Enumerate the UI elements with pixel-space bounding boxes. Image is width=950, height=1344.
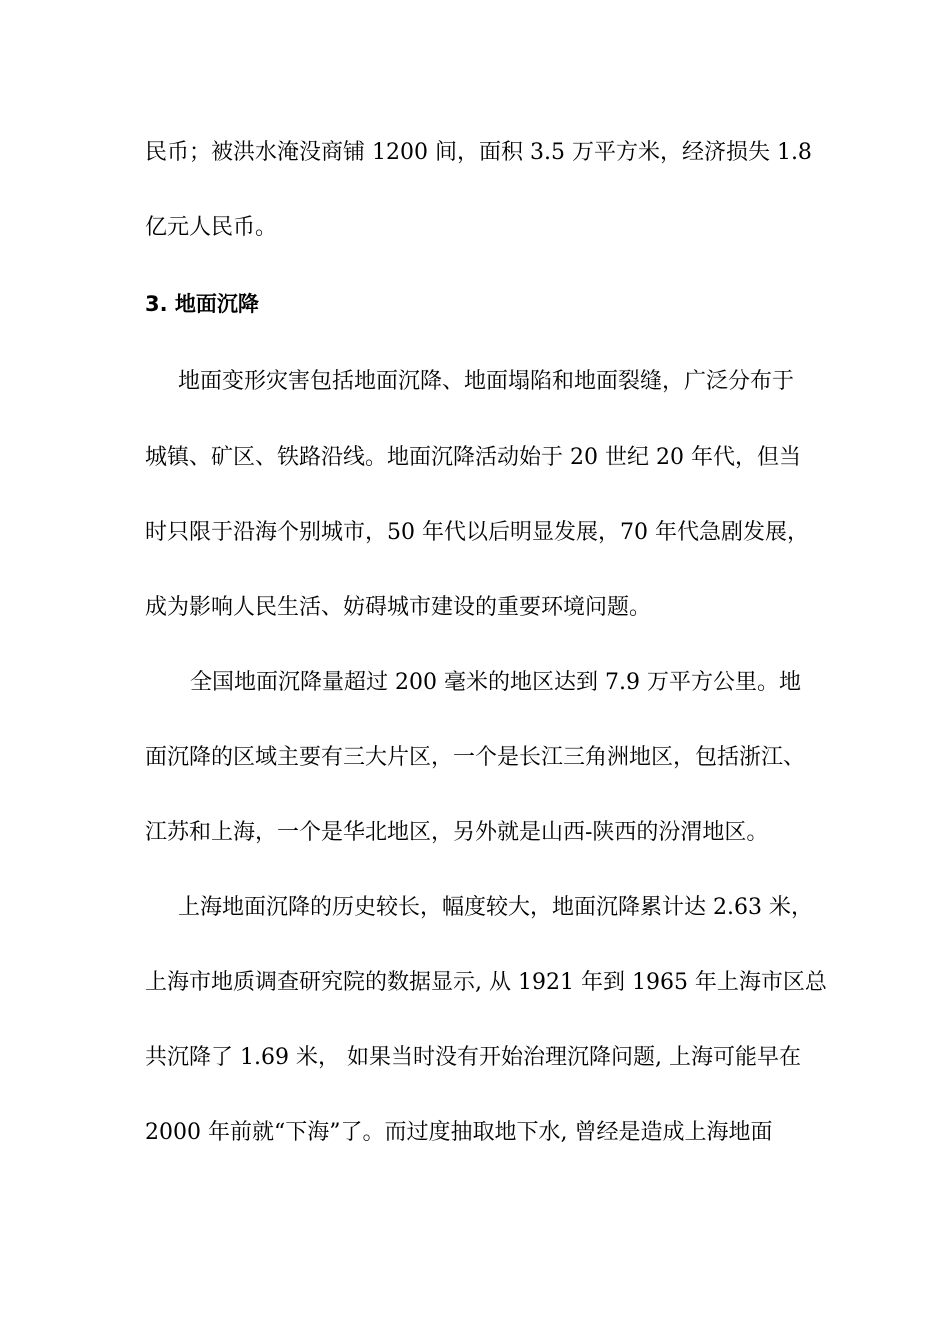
- paragraph-line: 上海市地质调查研究院的数据显示, 从 1921 年到 1965 年上海市区总: [145, 970, 827, 995]
- paragraph-line: 成为影响人民生活、妨碍城市建设的重要环境问题。: [145, 595, 652, 620]
- paragraph-line: 地面变形灾害包括地面沉降、地面塌陷和地面裂缝，广泛分布于: [178, 369, 795, 394]
- paragraph-line: 城镇、矿区、铁路沿线。地面沉降活动始于 20 世纪 20 年代，但当: [145, 445, 801, 470]
- paragraph-line: 全国地面沉降量超过 200 毫米的地区达到 7.9 万平方公里。地: [190, 670, 801, 695]
- paragraph-line: 亿元人民币。: [145, 215, 278, 240]
- paragraph-line: 面沉降的区域主要有三大片区，一个是长江三角洲地区，包括浙江、: [145, 745, 806, 770]
- paragraph-line: 民币；被洪水淹没商铺 1200 间，面积 3.5 万平方米，经济损失 1.8: [145, 140, 812, 165]
- paragraph-line: 上海地面沉降的历史较长，幅度较大，地面沉降累计达 2.63 米，: [178, 895, 813, 920]
- section-heading: 3. 地面沉降: [145, 292, 259, 316]
- paragraph-line: 时只限于沿海个别城市，50 年代以后明显发展，70 年代急剧发展，: [145, 520, 809, 545]
- paragraph-line: 江苏和上海，一个是华北地区，另外就是山西-陕西的汾渭地区。: [145, 820, 769, 845]
- paragraph-line: 2000 年前就“下海”了。而过度抽取地下水, 曾经是造成上海地面: [145, 1120, 773, 1145]
- paragraph-line: 共沉降了 1.69 米， 如果当时没有开始治理沉降问题, 上海可能早在: [145, 1045, 801, 1070]
